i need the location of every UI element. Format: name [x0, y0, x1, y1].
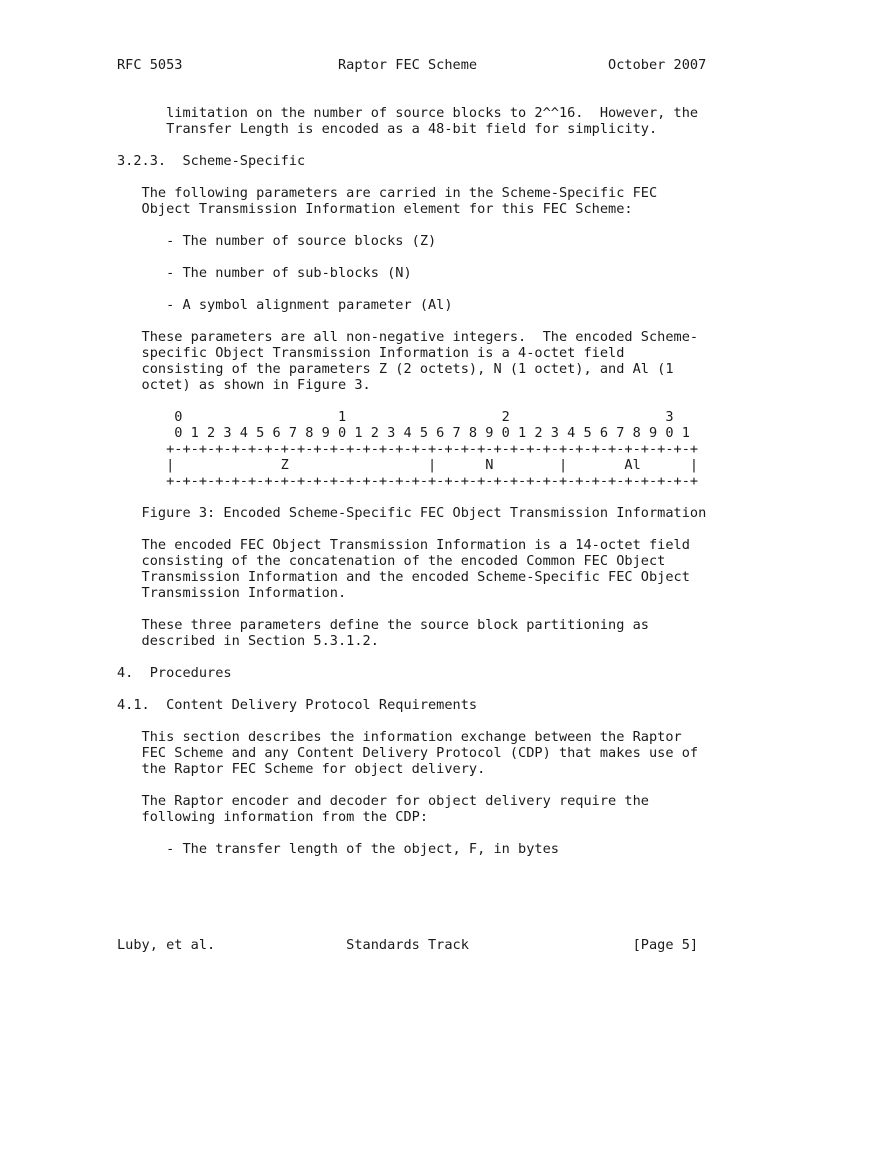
body-text-line: following information from the CDP:	[117, 809, 428, 825]
body-text-line: consisting of the concatenation of the encoded Common FEC Object	[117, 553, 666, 569]
body-text-line: Transmission Information and the encoded Scheme-Specific FEC Object	[117, 569, 690, 585]
body-text-line: Object Transmission Information element for this FEC Scheme:	[117, 201, 633, 217]
body-text-line: limitation on the number of source blocks to 2^^16. However, the	[117, 105, 699, 121]
section-heading: 4.1. Content Delivery Protocol Requirements	[117, 697, 478, 713]
section-heading: 3.2.3. Scheme-Specific	[117, 153, 306, 169]
body-text-line: Transmission Information.	[117, 585, 347, 601]
rfc-text-block	[117, 57, 706, 953]
body-text-line: octet) as shown in Figure 3.	[117, 377, 371, 393]
section-heading: 4. Procedures	[117, 665, 232, 681]
body-text-line: specific Object Transmission Information is a 4-octet field	[117, 345, 625, 361]
list-item: - The number of sub-blocks (N)	[117, 265, 412, 281]
body-text-line: These three parameters define the source block partitioning as	[117, 617, 649, 633]
page-footer: Luby, et al. Standards Track [Page 5]	[117, 937, 699, 953]
figure-border-row: +-+-+-+-+-+-+-+-+-+-+-+-+-+-+-+-+-+-+-+-+-+-+-+-+-+-+-+-+-+-+-+-+	[117, 441, 699, 457]
body-text-line: consisting of the parameters Z (2 octets), N (1 octet), and Al (1	[117, 361, 674, 377]
body-text-line: The encoded FEC Object Transmission Information is a 14-octet field	[117, 537, 690, 553]
body-text-line: The Raptor encoder and decoder for object delivery require the	[117, 793, 649, 809]
figure-caption: Figure 3: Encoded Scheme-Specific FEC Object Transmission Information	[117, 505, 707, 521]
body-text-line: Transfer Length is encoded as a 48-bit field for simplicity.	[117, 121, 658, 137]
list-item: - The transfer length of the object, F, in bytes	[117, 841, 559, 857]
body-text-line: The following parameters are carried in the Scheme-Specific FEC	[117, 185, 658, 201]
body-text-line: the Raptor FEC Scheme for object delivery.	[117, 761, 486, 777]
body-text-line: FEC Scheme and any Content Delivery Protocol (CDP) that makes use of	[117, 745, 699, 761]
body-text-line: described in Section 5.3.1.2.	[117, 633, 379, 649]
figure-bit-units-row: 0 1 2 3 4 5 6 7 8 9 0 1 2 3 4 5 6 7 8 9 0 1 2 3 4 5 6 7 8 9 0 1	[117, 425, 690, 441]
list-item: - A symbol alignment parameter (Al)	[117, 297, 453, 313]
body-text-line: These parameters are all non-negative integers. The encoded Scheme-	[117, 329, 699, 345]
body-text-line: This section describes the information exchange between the Raptor	[117, 729, 682, 745]
figure-bit-tens-row: 0 1 2 3	[117, 409, 674, 425]
figure-border-row: +-+-+-+-+-+-+-+-+-+-+-+-+-+-+-+-+-+-+-+-+-+-+-+-+-+-+-+-+-+-+-+-+	[117, 473, 699, 489]
list-item: - The number of source blocks (Z)	[117, 233, 437, 249]
figure-fields-row: | Z | N | Al |	[117, 457, 699, 473]
page-header: RFC 5053 Raptor FEC Scheme October 2007	[117, 57, 707, 73]
